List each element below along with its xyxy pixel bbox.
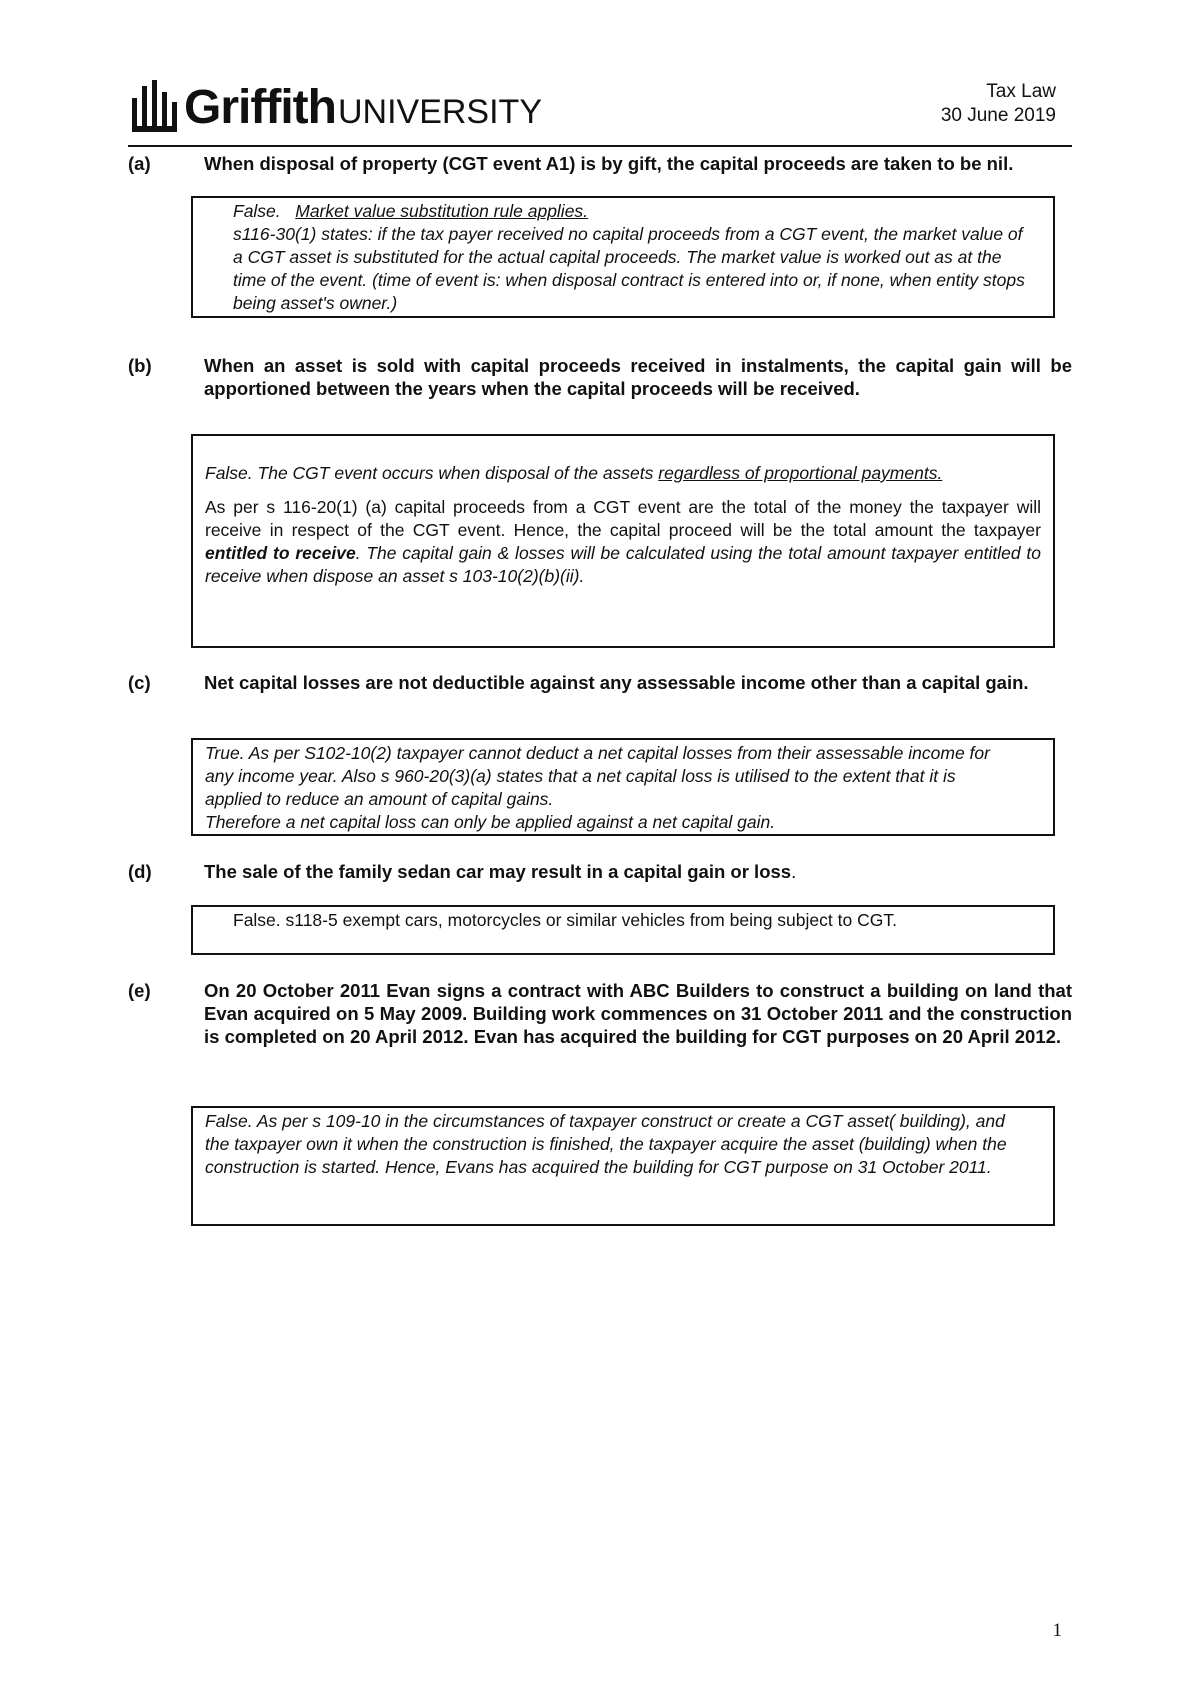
griffith-leaf-icon: [128, 76, 180, 132]
answer-underline: regardless of proportional payments.: [658, 463, 943, 483]
logo-word: Griffith: [184, 81, 336, 134]
question-text: On 20 October 2011 Evan signs a contract with ABC Builders to construct a building on land that Evan acquired on 5 May 2009. Building work commences on 31 October 2011 and the construction is completed on 20 April 2012. Evan has acquired the building for CGT purposes on 20 April 2012.: [204, 980, 1072, 1047]
page-number: 1: [1052, 1620, 1062, 1641]
answer-body: s116-30(1) states: if the tax payer received no capital proceeds from a CGT event, the market value of a CGT asset is substituted for the actual capital proceeds. The market value is worked out as at the time of the event. (time of event is: when disposal contract is entered into or, if none, when entity stops being asset's owner.): [233, 224, 1025, 313]
document-date: 30 June 2019: [940, 105, 1056, 126]
question-a: [128, 152, 1072, 175]
griffith-logo: [128, 72, 542, 132]
answer-body: True. As per S102-10(2) taxpayer cannot deduct a net capital losses from their assessable income for any income year. Also s 960-20(3)(a) states that a net capital loss is utilised to the extent that it is applied to reduce an amount of capital gains.: [205, 743, 990, 809]
question-c: [128, 671, 1072, 694]
answer-emphasis: entitled to receive: [205, 543, 356, 563]
question-text-tail: .: [791, 861, 797, 882]
course-title: Tax Law: [986, 81, 1056, 102]
question-letter: (e): [128, 980, 151, 1001]
answer-box-b: [191, 434, 1055, 648]
answer-lead: False. The CGT event occurs when disposal of the assets: [205, 463, 654, 483]
answer-body: As per s 116-20(1) (a) capital proceeds from a CGT event are the total of the money the taxpayer will receive in respect of the CGT event. Hence, the capital proceed will be the total amount the taxpayer: [205, 497, 1041, 540]
answer-body-rest: . The capital gain & losses will be calculated using the total amount taxpayer entitled to receive when dispose an asset s 103-10(2)(b)(ii).: [205, 543, 1041, 586]
question-text: The sale of the family sedan car may result in a capital gain or loss: [204, 861, 792, 882]
question-letter: (c): [128, 672, 151, 693]
question-text: Net capital losses are not deductible against any assessable income other than a capital gain.: [204, 672, 1029, 693]
answer-box-e: [191, 1106, 1055, 1226]
answer-body-2: Therefore a net capital loss can only be applied against a net capital gain.: [205, 812, 776, 832]
header-info: [941, 80, 1056, 128]
question-letter: (a): [128, 153, 151, 174]
question-letter: (b): [128, 355, 152, 376]
answer-body: False. As per s 109-10 in the circumstances of taxpayer construct or create a CGT asset( building), and the taxpayer own it when the construction is finished, the taxpayer acquire the asset (building) when the construction is started. Hence, Evans has acquired the building for CGT purpose on 31 October 2011.: [205, 1111, 1007, 1177]
answer-underline: Market value substitution rule applies.: [295, 201, 589, 221]
answer-lead: False.: [233, 201, 281, 221]
question-d: [128, 860, 1072, 883]
logo-university: UNIVERSITY: [337, 93, 543, 131]
answer-box-c: [191, 738, 1055, 836]
question-e: [128, 979, 1072, 1048]
header-rule: [128, 145, 1072, 147]
answer-box-a: [191, 196, 1055, 318]
question-text: When an asset is sold with capital proceeds received in instalments, the capital gain will be apportioned between the years when the capital proceeds will be received.: [204, 355, 1072, 399]
answer-box-d: [191, 905, 1055, 955]
answer-body: False. s118-5 exempt cars, motorcycles or similar vehicles from being subject to CGT.: [233, 910, 897, 930]
question-b: [128, 354, 1072, 400]
question-text: When disposal of property (CGT event A1) is by gift, the capital proceeds are taken to be nil.: [204, 153, 1014, 174]
question-letter: (d): [128, 861, 152, 882]
